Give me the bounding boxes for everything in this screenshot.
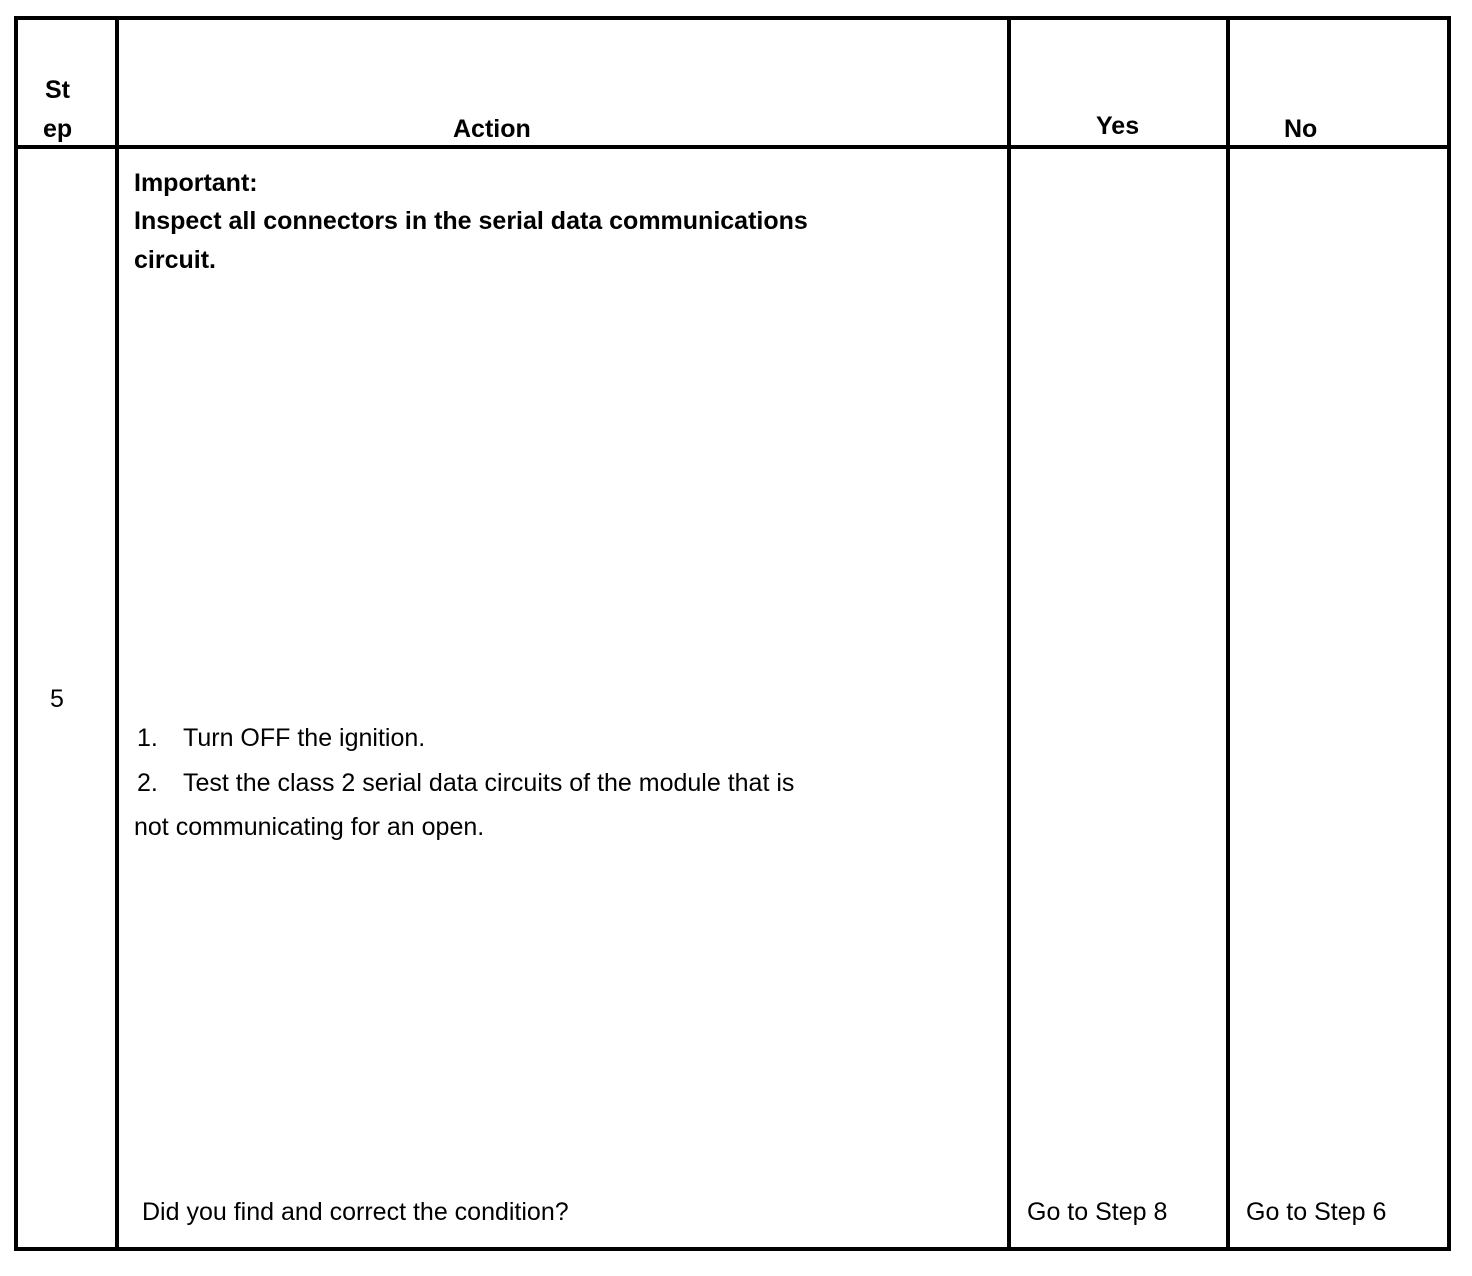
list-item-2-number: 2. bbox=[137, 769, 158, 797]
step-column-divider bbox=[115, 16, 119, 1251]
list-item-2-continuation: not communicating for an open. bbox=[134, 813, 485, 841]
yes-result: Go to Step 8 bbox=[1027, 1198, 1168, 1226]
step-number: 5 bbox=[50, 685, 64, 713]
yes-column-divider bbox=[1226, 16, 1230, 1251]
list-item-2-text: Test the class 2 serial data circuits of the module that is bbox=[183, 769, 795, 797]
header-step-line2: ep bbox=[43, 115, 73, 143]
table-top-border bbox=[14, 16, 1451, 20]
header-action: Action bbox=[453, 115, 531, 143]
list-item-1-text: Turn OFF the ignition. bbox=[183, 724, 426, 752]
header-step-line1: St bbox=[45, 76, 70, 104]
table-bottom-border bbox=[14, 1247, 1451, 1251]
header-no: No bbox=[1284, 115, 1318, 143]
action-column-divider bbox=[1007, 16, 1011, 1251]
important-line-2: circuit. bbox=[134, 246, 216, 274]
header-yes: Yes bbox=[1096, 112, 1140, 140]
no-result: Go to Step 6 bbox=[1246, 1198, 1387, 1226]
list-item-1-number: 1. bbox=[137, 724, 158, 752]
important-line-1: Inspect all connectors in the serial data communications bbox=[134, 207, 808, 235]
important-label: Important: bbox=[134, 169, 258, 197]
question-text: Did you find and correct the condition? bbox=[142, 1198, 569, 1226]
header-bottom-border bbox=[14, 145, 1451, 149]
table-left-border bbox=[14, 16, 18, 1251]
table-right-border bbox=[1447, 16, 1451, 1251]
